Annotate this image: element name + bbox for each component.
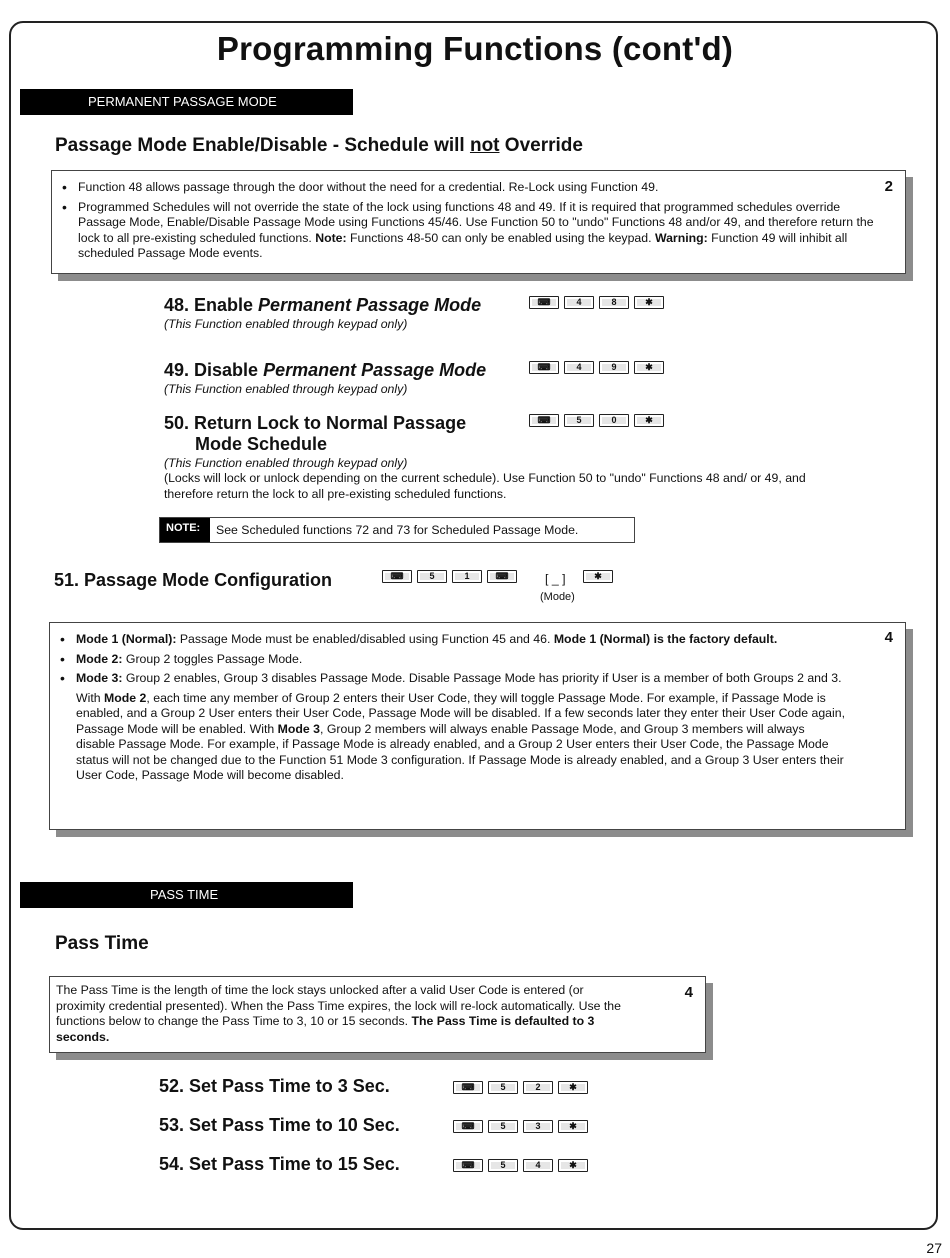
function-50-subtitle: (This Function enabled through keypad only) [164, 456, 408, 470]
key-asterisk-icon: ✱ [558, 1120, 588, 1133]
function-52-keys [453, 1081, 588, 1094]
key-asterisk-icon: ✱ [634, 296, 664, 309]
box-number: 4 [884, 629, 893, 646]
key-5: 5 [417, 570, 447, 583]
key-asterisk-icon: ✱ [583, 570, 613, 583]
function-54-title: 54. Set Pass Time to 15 Sec. [159, 1154, 400, 1174]
page-number: 27 [926, 1240, 942, 1256]
mode-bracket: [ _ ] [545, 572, 566, 586]
key-2: 2 [523, 1081, 553, 1094]
list-item: • Function 48 allows passage through the door without the need for a credential. Re-Lock using Function 49. [52, 180, 875, 196]
passage-mode-heading: Passage Mode Enable/Disable - Schedule will not Override [55, 135, 583, 156]
function-50-title-line2: Mode Schedule [195, 434, 328, 454]
box-number: 2 [884, 178, 893, 195]
list-item: • Mode 2: Group 2 toggles Passage Mode. [50, 652, 845, 668]
function-50-keys [529, 414, 664, 427]
info-box-passage-config [49, 622, 906, 830]
key-enter-icon: ⌨ [453, 1159, 483, 1172]
section-banner-permanent-passage: PERMANENT PASSAGE MODE [20, 89, 353, 115]
key-enter-icon: ⌨ [382, 570, 412, 583]
key-5: 5 [488, 1159, 518, 1172]
function-52-title: 52. Set Pass Time to 3 Sec. [159, 1076, 390, 1096]
key-0: 0 [599, 414, 629, 427]
list-item: • Programmed Schedules will not override the state of the lock using functions 48 and 49. If it is required that programmed schedules override Passage Mode, Enable/Disable Passage Mode using Functions 45/46. Use Function 50 to "undo" Functions 48 and/or 49, and therefore return the lock to all pre-existing scheduled functions. Note: Functions 48-50 can only be enabled using the keypad. Warning: Function 49 will inhibit all scheduled Passage Mode events. [52, 200, 875, 262]
key-5: 5 [564, 414, 594, 427]
function-49-subtitle: (This Function enabled through keypad only) [164, 382, 408, 396]
function-53-title: 53. Set Pass Time to 10 Sec. [159, 1115, 400, 1135]
key-asterisk-icon: ✱ [558, 1081, 588, 1094]
key-4: 4 [523, 1159, 553, 1172]
function-48-keys [529, 296, 664, 309]
function-50-description: (Locks will lock or unlock depending on the current schedule). Use Function 50 to "undo" Functions 48 and/ or 49, and therefore return the lock to all pre-existing scheduled functions. [164, 471, 806, 501]
info-box-passage-mode [51, 170, 906, 274]
function-51-title: 51. Passage Mode Configuration [54, 570, 333, 590]
key-4: 4 [564, 296, 594, 309]
pass-time-description: The Pass Time is the length of time the lock stays unlocked after a valid User Code is entered (or proximity credential presented). When the Pass Time expires, the lock will re-lock automatically. Use the functions below to change the Pass Time to 3, 10 or 15 seconds. The Pass Time is defaulted to 3 seconds. [56, 983, 621, 1044]
bullet-list [52, 180, 875, 262]
key-8: 8 [599, 296, 629, 309]
key-enter-icon: ⌨ [453, 1120, 483, 1133]
function-50-title: 50. Return Lock to Normal Passage [164, 413, 467, 433]
key-9: 9 [599, 361, 629, 374]
key-4: 4 [564, 361, 594, 374]
function-54-keys [453, 1159, 588, 1172]
function-48-title: 48. Enable Permanent Passage Mode [164, 295, 482, 315]
function-49-keys [529, 361, 664, 374]
key-1: 1 [452, 570, 482, 583]
key-enter-icon: ⌨ [453, 1081, 483, 1094]
note-label: NOTE: [160, 518, 210, 542]
key-enter-icon: ⌨ [529, 361, 559, 374]
pass-time-heading: Pass Time [55, 933, 149, 954]
info-box-pass-time [49, 976, 706, 1053]
key-5: 5 [488, 1120, 518, 1133]
key-enter-icon: ⌨ [529, 414, 559, 427]
key-enter-icon: ⌨ [487, 570, 517, 583]
function-48-subtitle: (This Function enabled through keypad only) [164, 317, 408, 331]
key-asterisk-icon: ✱ [634, 414, 664, 427]
key-5: 5 [488, 1081, 518, 1094]
function-53-keys [453, 1120, 588, 1133]
function-51-end-key [583, 570, 613, 583]
mode-label: (Mode) [540, 591, 575, 603]
function-49-title: 49. Disable Permanent Passage Mode [164, 360, 487, 380]
note-text: See Scheduled functions 72 and 73 for Scheduled Passage Mode. [216, 523, 579, 537]
function-51-keys [382, 570, 517, 583]
page-title: Programming Functions (cont'd) [216, 30, 734, 67]
list-item: • Mode 1 (Normal): Passage Mode must be enabled/disabled using Function 45 and 46. Mode 1 (Normal) is the factory default. [50, 632, 845, 648]
list-item: • Mode 3: Group 2 enables, Group 3 disables Passage Mode. Disable Passage Mode has priority if User is a member of both Groups 2 and 3. [50, 671, 845, 687]
section-banner-pass-time: PASS TIME [20, 882, 353, 908]
bullet-list [50, 632, 845, 784]
key-asterisk-icon: ✱ [634, 361, 664, 374]
key-3: 3 [523, 1120, 553, 1133]
key-asterisk-icon: ✱ [558, 1159, 588, 1172]
list-item: With Mode 2, each time any member of Group 2 enters their User Code, they will toggle Passage Mode. For example, if Passage Mode is enabled, and a Group 2 User enters their User Code, Passage Mode will be disabled. If a few seconds later they enter their User Code again, Passage Mode will be enabled. With Mode 3, Group 2 members will always enable Passage Mode, and Group 3 members will always disable Passage Mode. For example, if Passage Mode is already enabled, and a Group 2 User enters their User Code, the Passage Mode status will not be changed due to the Function 51 Mode 3 configuration. If Passage Mode is already enabled, and a Group 3 User enters their User Code, Passage Mode will become disabled. [76, 690, 845, 782]
key-enter-icon: ⌨ [529, 296, 559, 309]
box-number: 4 [684, 984, 693, 1001]
note-box [159, 517, 635, 543]
